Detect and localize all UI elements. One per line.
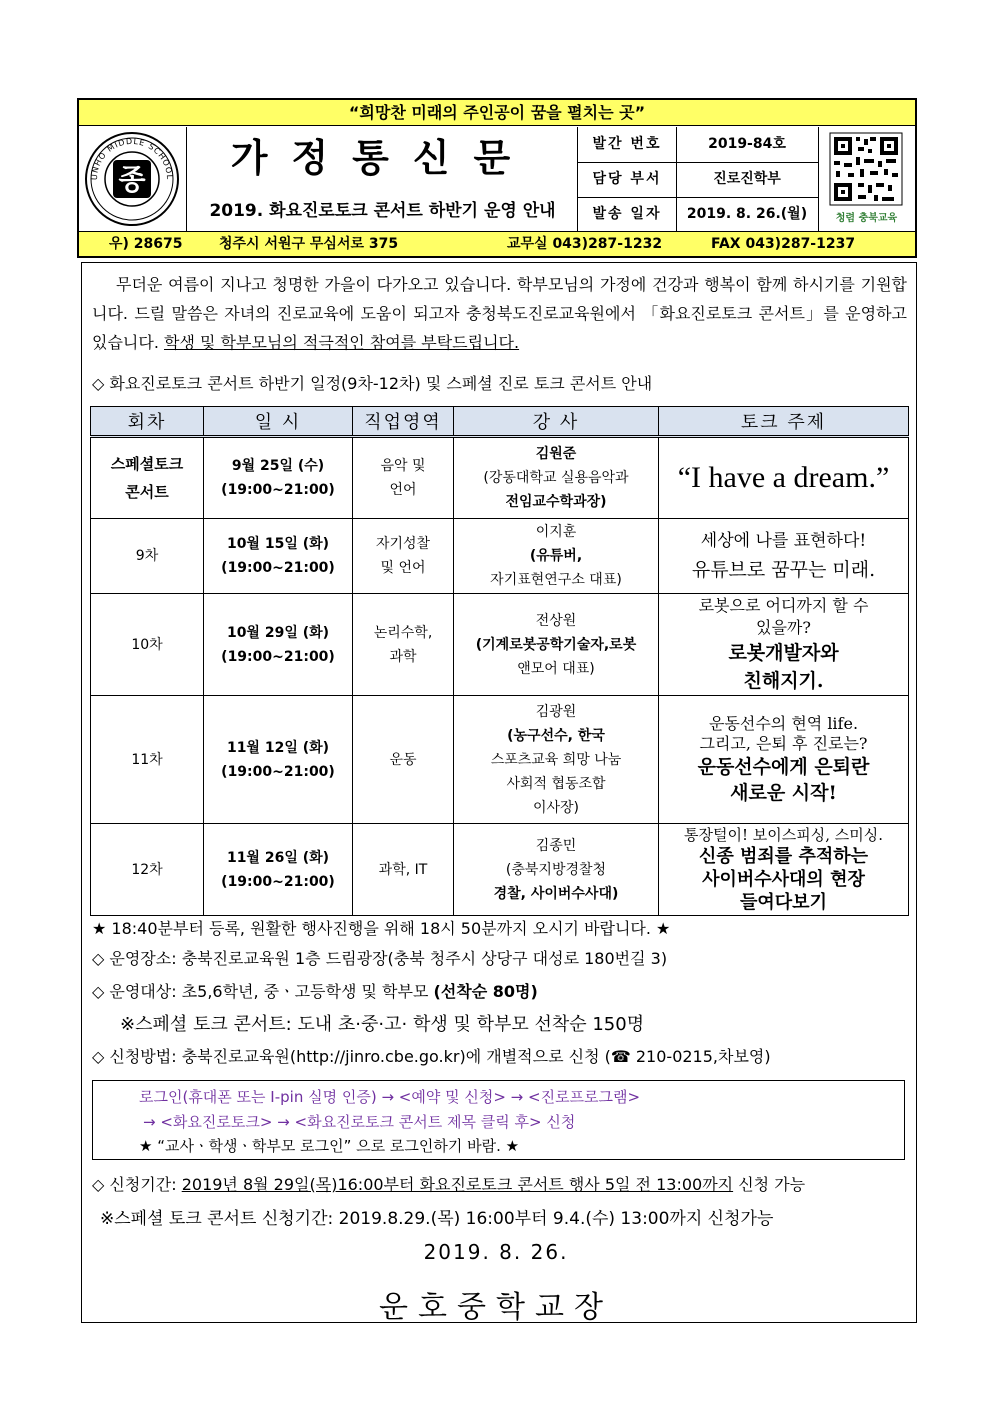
street-address: 청주시 서원구 무심서로 375 [219,236,399,252]
cell-line: 사이버수사대의 현장 [702,868,865,890]
round-cell [91,437,204,519]
cell-line: 11차 [131,751,163,768]
venue-note: ◇ 운영장소: 충북진로교육원 1층 드림광장(충북 청주시 상당구 대성로 180번길 3) [92,949,668,968]
cell-line: 자기표현연구소 대표) [490,572,622,588]
cell-line: (농구선수, 한국 [507,727,605,744]
cell-line: 경찰, 사이버수사대) [493,885,619,902]
cell-line: 자기성찰 [375,536,431,552]
cell-line: (19:00~21:00) [221,763,335,780]
col-speaker: 강 사 [454,407,659,437]
schedule-table [90,406,909,916]
cell-line: 논리수학, [373,624,433,641]
issue-date: 2019. 8. 26. [423,1240,569,1264]
cell-line: 로봇으로 어디까지 할 수 [698,595,869,615]
cell-line: 사회적 협동조합 [506,775,606,792]
table-row [91,519,909,594]
cell-line: 10차 [131,636,163,653]
datetime-cell [204,437,353,519]
fax-number: FAX 043)287-1237 [711,236,856,252]
cell-line: 통장털이! 보이스피싱, 스미싱. [684,825,883,844]
cell-line: 로봇개발자와 [728,641,839,664]
cell-line: 12차 [131,861,163,878]
field-cell [353,519,454,594]
info-value: 2019-84호 [676,127,819,162]
cell-line: 친해지기. [743,669,824,692]
apply-method-note: ◇ 신청방법: 충북진로교육원(http://jinro.cbe.go.kr)에 개별적으로 신청 (☎ 210-0215,차보영) [92,1047,771,1066]
datetime-cell [204,594,353,696]
field-cell [353,696,454,824]
topic-cell [659,824,909,916]
office-phone: 교무실 043)287-1232 [507,236,663,252]
col-field: 직업영역 [353,407,454,437]
special-period-note: ※스페셜 토크 콘서트 신청기간: 2019.8.29.(목) 16:00부터 9.4.(수) 13:00까지 신청가능 [100,1209,774,1229]
cell-line: 운동선수에게 은퇴란 [697,755,870,778]
info-value: 2019. 8. 26.(월) [676,197,819,231]
cell-line: “I have a dream.” [677,461,890,494]
topic-cell [659,519,909,594]
round-cell [91,519,204,594]
topic-cell [659,594,909,696]
target-text: ◇ 운영대상: 초5,6학년, 중ㆍ고등학생 및 학부모 [92,982,434,1001]
table-row [91,696,909,824]
page-title: 가정통신문 [230,135,535,180]
speaker-cell [454,437,659,519]
datetime-cell [204,824,353,916]
period-label: ◇ 신청기간: [92,1175,182,1194]
topic-cell [659,437,909,519]
cell-line: 10월 15일 (화) [226,536,330,552]
cell-line: 이지훈 [535,524,577,540]
issue-info [578,127,818,231]
cell-line: 전상원 [535,612,577,629]
table-row [91,824,909,916]
intro-request: 학생 및 학부모님의 적극적인 참여를 부탁드립니다. [164,333,520,352]
cell-line: (19:00~21:00) [221,648,335,665]
special-target-note: ※스페셜 토크 콘서트: 도내 초·중·고· 학생 및 학부모 선착순 150명 [120,1014,645,1035]
intro-text: 무더운 여름이 지나고 청명한 가을이 다가오고 있습니다. 학부모님의 가정에 건강과 행복이 함께 하시기를 기원합니다. 드릴 말씀은 자녀의 진로교육에 도움이 되고자 충청북도진로교육원에서 「화요진로토크 콘서트」를 운영하고 있습니다. [92,275,907,352]
intro-paragraph [92,270,907,357]
target-note [92,980,538,1004]
cell-line: 신종 범죄를 추적하는 [698,845,869,867]
login-step-1: 로그인(휴대폰 또는 I-pin 실명 인증) → <예약 및 신청> → <진로프로그램> [139,1088,641,1106]
field-cell [353,594,454,696]
cell-line: 이사장) [532,799,580,816]
page-subtitle: 2019. 화요진로토크 콘서트 하반기 운영 안내 [209,201,556,221]
qr-code-icon [818,127,915,211]
schedule-title: ◇ 화요진로토크 콘서트 하반기 일정(9차-12차) 및 스페셜 진로 토크 콘서트 안내 [92,374,653,393]
cell-line: 새로운 시작! [730,781,837,804]
info-row-dept [578,162,818,198]
cell-line: 과학, IT [378,861,428,878]
qr-caption: 청렴 충북교육 [835,213,898,224]
logo-ring-text: UNHO MIDDLE SCHOOL [89,136,175,181]
slogan: “희망찬 미래의 주인공이 꿈을 펼치는 곳” [79,100,915,126]
login-instructions-box [92,1080,905,1160]
cell-line: 전임교수학과장) [505,494,607,510]
info-label: 발간 번호 [578,127,677,162]
cell-line: (기계로봇공학기술자,로봇 [475,636,637,653]
table-header-row [91,407,909,437]
cell-line: 김종민 [535,837,577,854]
login-step-2: → <화요진로토크> → <화요진로토크 콘서트 제목 클릭 후> 신청 [143,1113,576,1131]
info-label: 발송 일자 [578,197,677,231]
col-topic: 토크 주제 [659,407,909,437]
info-value: 진로진학부 [676,162,819,197]
info-row-date [578,197,818,231]
cell-line: 9차 [135,548,159,564]
cell-line: 콘서트 [125,483,169,501]
cell-line: (19:00~21:00) [221,560,335,576]
cell-line: 들여다보기 [740,891,827,913]
cell-line: 그리고, 은퇴 후 진로는? [699,733,868,753]
cell-line: 세상에 나를 표현하다! [700,531,867,551]
cell-line: 유튜브로 꿈꾸는 미래. [691,559,876,581]
round-cell [91,594,204,696]
cell-line: 김원준 [535,446,577,462]
col-datetime: 일 시 [204,407,353,437]
cell-line: (19:00~21:00) [221,482,335,498]
datetime-cell [204,696,353,824]
cell-line: 9월 25일 (수) [231,458,325,474]
speaker-cell [454,696,659,824]
qr-cell [818,127,915,231]
registration-note: ★ 18:40분부터 등록, 원활한 행사진행을 위해 18시 50분까지 오시기 바랍니다. ★ [92,919,671,938]
logo-glyph: 종 [118,163,146,196]
cell-line: 스포츠교육 희망 나눔 [490,751,622,768]
topic-cell [659,696,909,824]
postal-code: 우) 28675 [109,236,183,252]
cell-line: 스페셜토크 [110,455,184,473]
cell-line: (19:00~21:00) [221,873,335,890]
round-cell [91,696,204,824]
target-count: (선착순 80명) [433,982,538,1001]
cell-line: 11월 26일 (화) [226,849,330,866]
cell-line: 김광원 [535,703,577,720]
round-cell [91,824,204,916]
login-note: ★ “교사ㆍ학생ㆍ학부모 로그인” 으로 로그인하기 바람. ★ [139,1137,520,1155]
cell-line: 및 언어 [380,560,426,576]
speaker-cell [454,519,659,594]
school-logo-cell [79,127,187,231]
period-suffix: 신청 가능 [733,1175,806,1194]
speaker-cell [454,824,659,916]
cell-line: 운동 [389,751,417,768]
address-bar [79,231,915,256]
cell-line: 있을까? [756,617,811,637]
info-label: 담당 부서 [578,162,677,197]
apply-period-note [92,1173,805,1197]
field-cell [353,437,454,519]
cell-line: (강동대학교 실용음악과 [483,470,629,486]
cell-line: (유튜버, [529,548,583,564]
table-row [91,437,909,519]
cell-line: 음악 및 [380,458,426,474]
principal-signature: 운호중학교장 [379,1290,613,1325]
school-logo [79,127,185,231]
period-dates: 2019년 8월 29일(목)16:00부터 화요진로토크 콘서트 행사 5일 전 13:00까지 [181,1175,734,1194]
info-row-number [578,127,818,163]
cell-line: 10월 29일 (화) [226,624,330,641]
field-cell [353,824,454,916]
cell-line: (충북지방경찰청 [505,861,607,878]
col-round: 회차 [91,407,204,437]
table-row [91,594,909,696]
cell-line: 운동선수의 현역 life. [708,713,859,733]
cell-line: 과학 [389,648,417,665]
cell-line: 앤모어 대표) [517,660,595,677]
datetime-cell [204,519,353,594]
cell-line: 언어 [389,482,417,498]
cell-line: 11월 12일 (화) [226,739,330,756]
speaker-cell [454,594,659,696]
